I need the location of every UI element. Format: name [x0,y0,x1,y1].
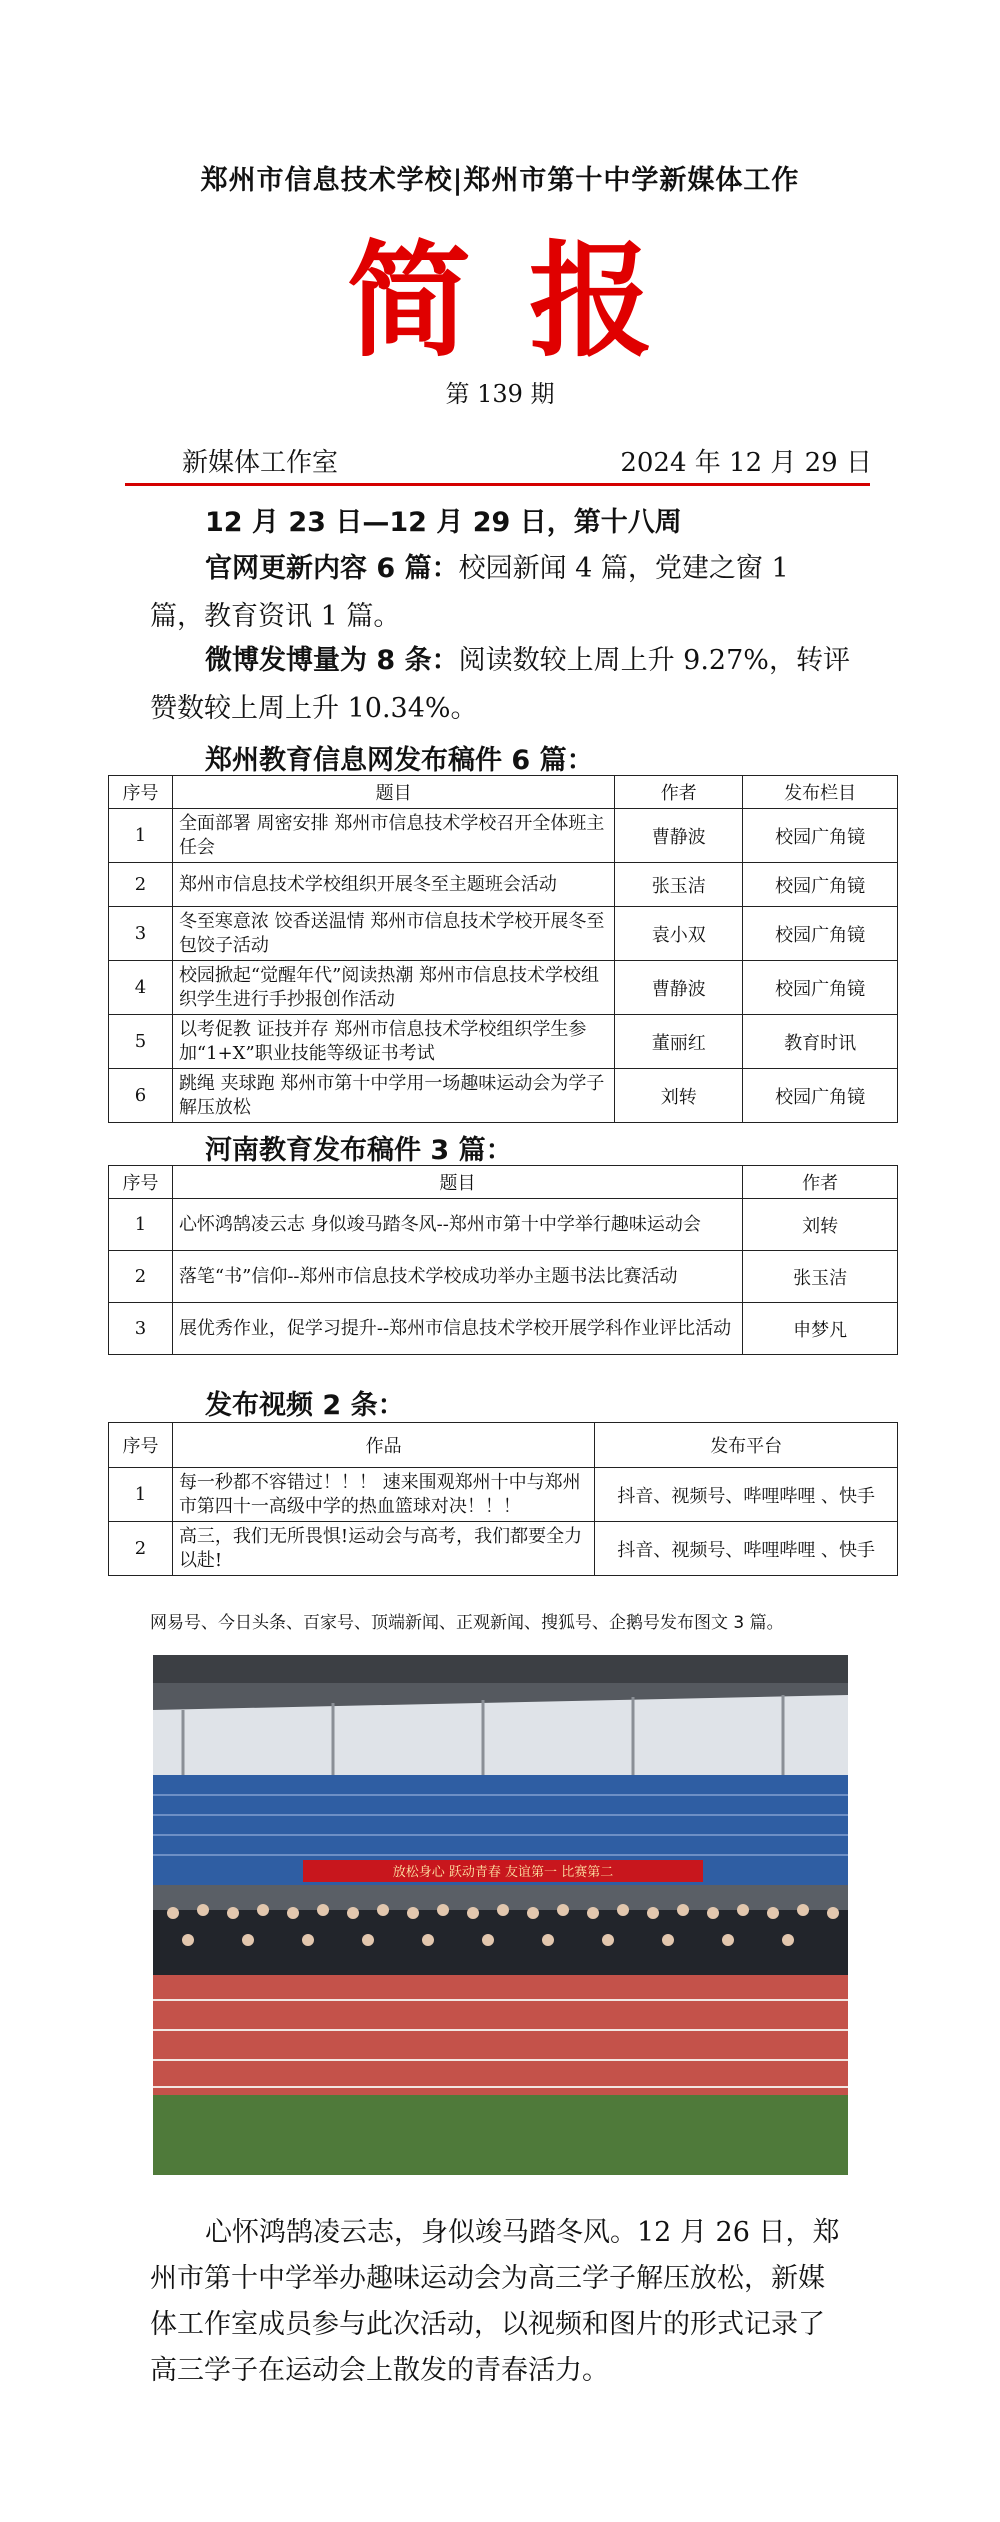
zz-section-heading: 郑州教育信息网发布稿件 6 篇： [205,745,594,776]
article-author: 申梦凡 [743,1303,898,1355]
row-number: 6 [109,1069,173,1123]
article-author: 董丽红 [615,1015,743,1069]
column-header: 序号 [109,1423,173,1468]
article-author: 曹静波 [615,961,743,1015]
table-row [109,863,898,907]
table-row [109,907,898,961]
article-author: 刘转 [743,1199,898,1251]
table-row [109,1468,898,1522]
issue-number: 第 139 期 [445,380,555,408]
table-row [109,1199,898,1251]
table-row [109,809,898,863]
article-title: 展优秀作业，促学习提升--郑州市信息技术学校开展学科作业评比活动 [172,1303,742,1355]
weibo-text: 阅读数较上周上升 9.27%，转评赞数较上周上升 10.34%。 [150,645,850,724]
article-title: 落笔“书”信仰--郑州市信息技术学校成功举办主题书法比赛活动 [172,1251,742,1303]
article-title: 全面部署 周密安排 郑州市信息技术学校召开全体班主任会 [172,809,614,863]
column-header: 作者 [615,776,743,809]
row-number: 2 [109,1522,173,1576]
hn-articles-table [108,1165,898,1355]
department-name: 新媒体工作室 [182,448,339,478]
row-number: 5 [109,1015,173,1069]
video-table [108,1422,898,1576]
video-platforms: 抖音、视频号、哔哩哔哩 、快手 [595,1468,898,1522]
row-number: 1 [109,1468,173,1522]
row-number: 3 [109,1303,173,1355]
other-platforms-note: 网易号、今日头条、百家号、顶端新闻、正观新闻、搜狐号、企鹅号发布图文 3 篇。 [150,1613,784,1633]
article-author: 曹静波 [615,809,743,863]
article-title: 跳绳 夹球跑 郑州市第十中学用一场趣味运动会为学子解压放松 [172,1069,614,1123]
article-column: 校园广角镜 [743,863,898,907]
article-author: 张玉洁 [743,1251,898,1303]
column-header: 题目 [172,776,614,809]
running-track [153,1975,848,2095]
row-number: 4 [109,961,173,1015]
column-header: 发布栏目 [743,776,898,809]
table-row [109,961,898,1015]
site-update-lead: 官网更新内容 6 篇： [205,553,459,584]
site-update-text: 校园新闻 4 篇，党建之窗 1 篇，教育资讯 1 篇。 [150,553,789,632]
article-column: 校园广角镜 [743,961,898,1015]
table-row [109,1015,898,1069]
article-author: 刘转 [615,1069,743,1123]
article-column: 校园广角镜 [743,1069,898,1123]
weibo-lead: 微博发博量为 8 条： [205,645,459,676]
video-platforms: 抖音、视频号、哔哩哔哩 、快手 [595,1522,898,1576]
column-header: 作品 [172,1423,594,1468]
column-header: 题目 [172,1166,742,1199]
article-column: 教育时讯 [743,1015,898,1069]
video-section-heading: 发布视频 2 条： [205,1390,405,1421]
brief-title: 简报 [346,230,711,374]
table-row [109,1069,898,1123]
table-row [109,1522,898,1576]
row-number: 3 [109,907,173,961]
article-author: 袁小双 [615,907,743,961]
table-row [109,1303,898,1355]
week-range: 12 月 23 日—12 月 29 日，第十八周 [205,507,682,538]
article-column: 校园广角镜 [743,907,898,961]
article-author: 张玉洁 [615,863,743,907]
zz-articles-table [108,775,898,1123]
crowd [153,1910,848,1975]
red-divider [125,483,870,486]
row-number: 2 [109,1251,173,1303]
weibo-paragraph [150,637,850,733]
video-title: 每一秒都不容错过！！！ 速来围观郑州十中与郑州市第四十一高级中学的热血篮球对决！！！ [172,1468,594,1522]
grass-field [153,2095,848,2175]
hn-section-heading: 河南教育发布稿件 3 篇： [205,1135,513,1166]
row-number: 2 [109,863,173,907]
article-title: 校园掀起“觉醒年代”阅读热潮 郑州市信息技术学校组织学生进行手抄报创作活动 [172,961,614,1015]
table-row [109,1251,898,1303]
article-title: 郑州市信息技术学校组织开展冬至主题班会活动 [172,863,614,907]
column-header: 序号 [109,776,173,809]
column-header: 发布平台 [595,1423,898,1468]
column-header: 作者 [743,1166,898,1199]
site-update-paragraph [150,545,850,641]
issue-date: 2024 年 12 月 29 日 [620,448,872,478]
article-title: 心怀鸿鹄凌云志 身似竣马踏冬风--郑州市第十中学举行趣味运动会 [172,1199,742,1251]
group-photo-illustration [153,1655,848,2175]
column-header: 序号 [109,1166,173,1199]
org-title: 郑州市信息技术学校|郑州市第十中学新媒体工作 [200,165,800,196]
article-column: 校园广角镜 [743,809,898,863]
story-paragraph: 心怀鸿鹄凌云志，身似竣马踏冬风。12 月 26 日，郑州市第十中学举办趣味运动会为高三学子解压放松，新媒体工作室成员参与此次活动，以视频和图片的形式记录了高三学子在运动会上散发的青春活力。 [150,2217,840,2386]
article-title: 冬至寒意浓 饺香送温情 郑州市信息技术学校开展冬至包饺子活动 [172,907,614,961]
row-number: 1 [109,1199,173,1251]
event-group-photo [153,1655,848,2175]
photo-banner-text: 放松身心 跃动青春 友谊第一 比赛第二 [392,1865,614,1880]
video-title: 高三，我们无所畏惧!运动会与高考，我们都要全力以赴! [172,1522,594,1576]
row-number: 1 [109,809,173,863]
article-title: 以考促教 证技并存 郑州市信息技术学校组织学生参加“1+X”职业技能等级证书考试 [172,1015,614,1069]
